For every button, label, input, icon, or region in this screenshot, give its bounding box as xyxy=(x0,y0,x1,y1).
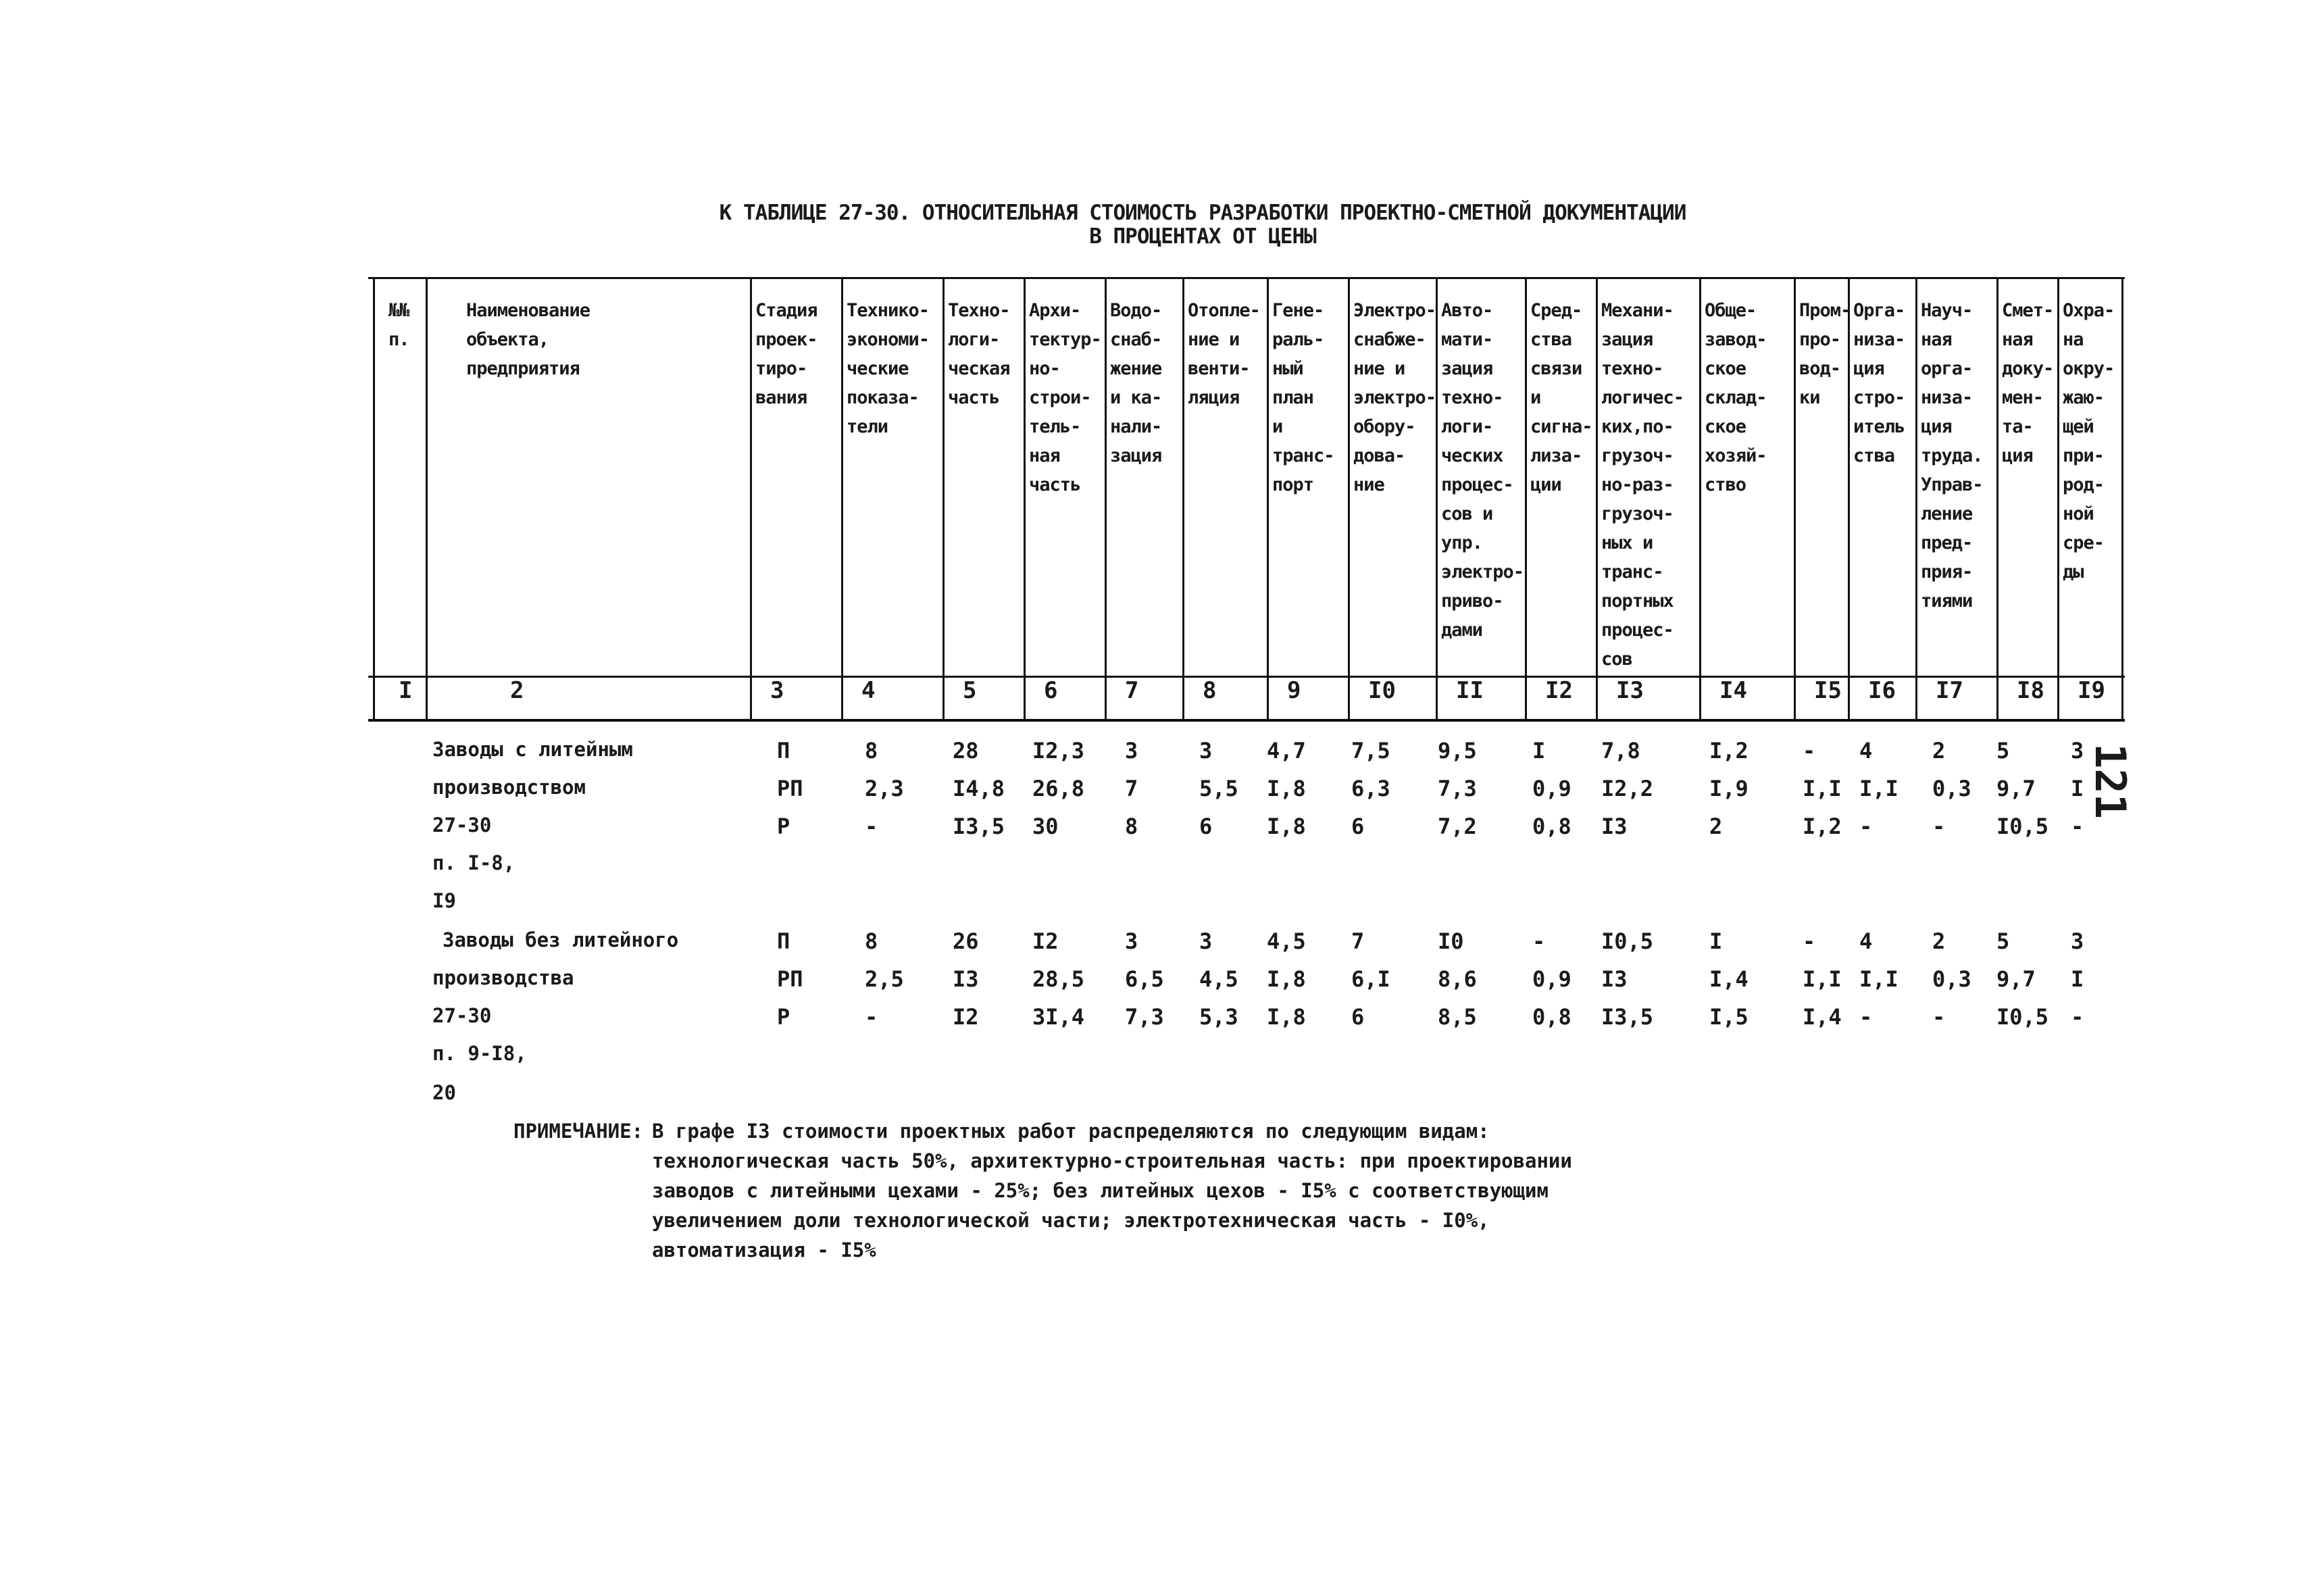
object-name-line: 20 xyxy=(432,1081,456,1104)
table-cell: 5,3 xyxy=(1199,1004,1238,1030)
table-cell: I,2 xyxy=(1803,814,1842,839)
column-number: 7 xyxy=(1125,677,1139,704)
table-cell: 2 xyxy=(1932,738,1946,764)
column-number: 5 xyxy=(963,677,977,704)
column-header: Электро- снабже- ние и электро- обору- дова- ние xyxy=(1353,300,1436,495)
column-number: 9 xyxy=(1287,677,1301,704)
table-cell: - xyxy=(1932,814,1946,839)
table-cell: I,4 xyxy=(1709,966,1749,992)
table-cell: 0,9 xyxy=(1532,966,1571,992)
column-number: I0 xyxy=(1368,677,1396,704)
column-header: Науч- ная орга- низа- ция труда. Управ- ление пред- прия- тиями xyxy=(1921,300,1983,612)
table-cell: 8 xyxy=(865,738,878,764)
table-cell: I,4 xyxy=(1803,1004,1842,1030)
object-name-line: 27-30 xyxy=(432,1004,492,1027)
table-cell: 6,5 xyxy=(1125,966,1164,992)
column-number: I4 xyxy=(1719,677,1747,704)
table-cell: П xyxy=(777,738,790,764)
table-cell: 2,5 xyxy=(865,966,904,992)
column-divider xyxy=(942,278,945,720)
object-name-line: 27-30 xyxy=(432,814,492,837)
column-divider xyxy=(1267,278,1269,720)
object-name-line: Заводы с литейным xyxy=(432,738,633,761)
column-divider xyxy=(1182,278,1184,720)
column-number: I2 xyxy=(1545,677,1573,704)
object-name-line: Заводы без литейного xyxy=(443,928,679,951)
table-cell: 6,3 xyxy=(1351,776,1390,801)
column-header: Стадия проек- тиро- вания xyxy=(755,300,818,408)
table-cell: I xyxy=(2071,966,2084,992)
table-cell: I,9 xyxy=(1709,776,1749,801)
column-number: I8 xyxy=(2017,677,2044,704)
table-cell: I0,5 xyxy=(1601,928,1654,954)
table-cell: 9,5 xyxy=(1438,738,1477,764)
table-cell: Р xyxy=(777,1004,790,1030)
table-cell: - xyxy=(1932,1004,1946,1030)
table-cell: 26 xyxy=(953,928,979,954)
table-cell: I0 xyxy=(1438,928,1464,954)
note-line: технологическая часть 50%, архитектурно-строительная часть: при проектировании xyxy=(652,1149,1572,1172)
table-cell: 0,8 xyxy=(1532,1004,1571,1030)
column-number: II xyxy=(1456,677,1484,704)
column-header: Гене- раль- ный план и транс- порт xyxy=(1272,300,1334,495)
table-cell: 4,7 xyxy=(1267,738,1306,764)
table-top-rule xyxy=(368,277,2125,279)
table-cell: 3 xyxy=(1125,738,1138,764)
table-cell: 7,2 xyxy=(1438,814,1477,839)
table-cell: I2,2 xyxy=(1601,776,1654,801)
table-cell: I,I xyxy=(1803,966,1842,992)
column-divider xyxy=(426,278,428,720)
table-cell: 3 xyxy=(1125,928,1138,954)
table-cell: 5 xyxy=(1996,928,2010,954)
table-cell: I2 xyxy=(1032,928,1059,954)
column-header: Сред- ства связи и сигна- лиза- ции xyxy=(1530,300,1592,495)
column-number: 8 xyxy=(1203,677,1217,704)
column-divider xyxy=(1436,278,1438,720)
table-cell: I3 xyxy=(953,966,979,992)
table-cell: 4 xyxy=(1859,928,1873,954)
table-cell: Р xyxy=(777,814,790,839)
table-cell: - xyxy=(1803,738,1816,764)
table-cell: РП xyxy=(777,776,803,801)
table-cell: 30 xyxy=(1032,814,1059,839)
column-number: I3 xyxy=(1616,677,1644,704)
table-cell: 0,8 xyxy=(1532,814,1571,839)
table-cell: - xyxy=(2071,814,2084,839)
column-divider xyxy=(1525,278,1527,720)
column-number: 6 xyxy=(1044,677,1058,704)
table-cell: 8 xyxy=(1125,814,1138,839)
column-divider xyxy=(1699,278,1701,720)
table-cell: 3 xyxy=(2071,928,2084,954)
column-number: 2 xyxy=(510,677,524,704)
table-cell: 3 xyxy=(2071,738,2084,764)
table-cell: 7,3 xyxy=(1125,1004,1164,1030)
table-cell: - xyxy=(1532,928,1546,954)
table-cell: РП xyxy=(777,966,803,992)
table-cell: - xyxy=(2071,1004,2084,1030)
column-header: Наименование объекта, предприятия xyxy=(466,300,590,379)
table-cell: I,I xyxy=(1859,966,1898,992)
table-cell: - xyxy=(865,814,878,839)
table-cell: 2,3 xyxy=(865,776,904,801)
table-cell: - xyxy=(1859,814,1873,839)
table-cell: - xyxy=(1859,1004,1873,1030)
table-cell: 0,3 xyxy=(1932,966,1971,992)
column-divider xyxy=(2121,278,2123,720)
table-title-line2: В ПРОЦЕНТАХ ОТ ЦЕНЫ xyxy=(1089,224,1316,249)
column-divider xyxy=(1348,278,1350,720)
table-cell: 2 xyxy=(1932,928,1946,954)
column-divider xyxy=(1915,278,1917,720)
table-cell: 4,5 xyxy=(1267,928,1306,954)
table-cell: 6 xyxy=(1199,814,1213,839)
table-cell: 26,8 xyxy=(1032,776,1085,801)
table-cell: 8 xyxy=(865,928,878,954)
table-cell: I,8 xyxy=(1267,814,1306,839)
column-header: Охра- на окру- жаю- щей при- род- ной сре- ды xyxy=(2063,300,2115,582)
column-header: Авто- мати- зация техно- логи- ческих процес- сов и упр. электро- приво- дами xyxy=(1441,300,1524,641)
table-cell: 6,I xyxy=(1351,966,1390,992)
table-cell: I3,5 xyxy=(1601,1004,1654,1030)
table-cell: I,I xyxy=(1803,776,1842,801)
column-header: Смет- ная доку- мен- та- ция xyxy=(2002,300,2054,466)
object-name-line: производством xyxy=(432,776,586,799)
column-divider xyxy=(750,278,752,720)
column-divider xyxy=(1794,278,1796,720)
table-cell: I,5 xyxy=(1709,1004,1749,1030)
table-cell: 3 xyxy=(1199,738,1213,764)
column-header: Технико- экономи- ческие показа- тели xyxy=(847,300,930,437)
object-name-line: п. 9-I8, xyxy=(432,1042,527,1065)
table-cell: I4,8 xyxy=(953,776,1005,801)
object-name-line: п. I-8, xyxy=(432,851,515,874)
column-divider xyxy=(2057,278,2059,720)
table-cell: I3,5 xyxy=(953,814,1005,839)
table-cell: 0,3 xyxy=(1932,776,1971,801)
page-number: 121 xyxy=(2086,743,2135,819)
table-cell: I xyxy=(1532,738,1546,764)
table-cell: 28 xyxy=(953,738,979,764)
column-number: I9 xyxy=(2078,677,2105,704)
table-cell: I xyxy=(2071,776,2084,801)
table-cell: 8,6 xyxy=(1438,966,1477,992)
table-cell: 3 xyxy=(1199,928,1213,954)
table-cell: П xyxy=(777,928,790,954)
table-cell: 4,5 xyxy=(1199,966,1238,992)
column-header: Орга- низа- ция стро- итель ства xyxy=(1853,300,1905,466)
column-header: Техно- логи- ческая часть xyxy=(948,300,1010,408)
column-number-rule xyxy=(368,719,2125,722)
table-cell: 3I,4 xyxy=(1032,1004,1085,1030)
table-cell: 4 xyxy=(1859,738,1873,764)
table-cell: - xyxy=(865,1004,878,1030)
column-number: I xyxy=(399,677,413,704)
column-number: I6 xyxy=(1868,677,1896,704)
table-cell: I,I xyxy=(1859,776,1898,801)
table-cell: 7,5 xyxy=(1351,738,1390,764)
table-cell: I,8 xyxy=(1267,966,1306,992)
table-cell: I2 xyxy=(953,1004,979,1030)
table-cell: 9,7 xyxy=(1996,776,2036,801)
table-cell: 6 xyxy=(1351,814,1365,839)
table-cell: I2,3 xyxy=(1032,738,1085,764)
column-number: 4 xyxy=(861,677,876,704)
table-cell: I0,5 xyxy=(1996,1004,2049,1030)
table-cell: 2 xyxy=(1709,814,1723,839)
table-cell: 28,5 xyxy=(1032,966,1085,992)
table-cell: 5,5 xyxy=(1199,776,1238,801)
column-header: №№ п. xyxy=(388,300,409,350)
table-cell: I3 xyxy=(1601,966,1628,992)
table-cell: 5 xyxy=(1996,738,2010,764)
column-divider xyxy=(1024,278,1026,720)
table-cell: 6 xyxy=(1351,1004,1365,1030)
column-header: Обще- завод- ское склад- ское хозяй- ство xyxy=(1705,300,1767,495)
object-name-line: I9 xyxy=(432,889,456,912)
column-header: Архи- тектур- но- строи- тель- ная часть xyxy=(1029,300,1101,495)
table-cell: I,2 xyxy=(1709,738,1749,764)
table-cell: I0,5 xyxy=(1996,814,2049,839)
column-header: Пром- про- вод- ки xyxy=(1799,300,1851,408)
column-number: I5 xyxy=(1814,677,1842,704)
column-divider xyxy=(1996,278,1998,720)
table-cell: - xyxy=(1803,928,1816,954)
column-divider xyxy=(373,278,375,720)
column-divider xyxy=(841,278,843,720)
table-cell: 9,7 xyxy=(1996,966,2036,992)
note-line: В графе I3 стоимости проектных работ распределяются по следующим видам: xyxy=(652,1120,1490,1143)
table-cell: 8,5 xyxy=(1438,1004,1477,1030)
header-rule xyxy=(368,676,2125,678)
table-cell: I xyxy=(1709,928,1723,954)
column-divider xyxy=(1105,278,1107,720)
column-number: 3 xyxy=(770,677,784,704)
column-number: I7 xyxy=(1936,677,1963,704)
table-cell: I,8 xyxy=(1267,1004,1306,1030)
note-line: заводов с литейными цехами - 25%; без литейных цехов - I5% с соответствующим xyxy=(652,1179,1549,1202)
table-cell: 7 xyxy=(1351,928,1365,954)
table-cell: 7,8 xyxy=(1601,738,1640,764)
note-line: увеличением доли технологической части; электротехническая часть - I0%, xyxy=(652,1209,1490,1232)
object-name-line: производства xyxy=(432,966,574,989)
column-header: Водо- снаб- жение и ка- нали- зация xyxy=(1110,300,1162,466)
table-cell: 7 xyxy=(1125,776,1138,801)
column-header: Механи- зация техно- логичес- ких,по- грузоч- но-раз- грузоч- ных и транс- портных процес- сов xyxy=(1601,300,1684,670)
note-label: ПРИМЕЧАНИЕ: xyxy=(513,1120,644,1143)
table-title-line1: К ТАБЛИЦЕ 27-30. ОТНОСИТЕЛЬНАЯ СТОИМОСТЬ РАЗРАБОТКИ ПРОЕКТНО-СМЕТНОЙ ДОКУМЕНТАЦИИ xyxy=(719,201,1686,225)
note-line: автоматизация - I5% xyxy=(652,1239,876,1262)
column-header: Отопле- ние и венти- ляция xyxy=(1188,300,1260,408)
column-divider xyxy=(1596,278,1598,720)
table-cell: 7,3 xyxy=(1438,776,1477,801)
table-cell: 0,9 xyxy=(1532,776,1571,801)
table-cell: I3 xyxy=(1601,814,1628,839)
table-cell: I,8 xyxy=(1267,776,1306,801)
